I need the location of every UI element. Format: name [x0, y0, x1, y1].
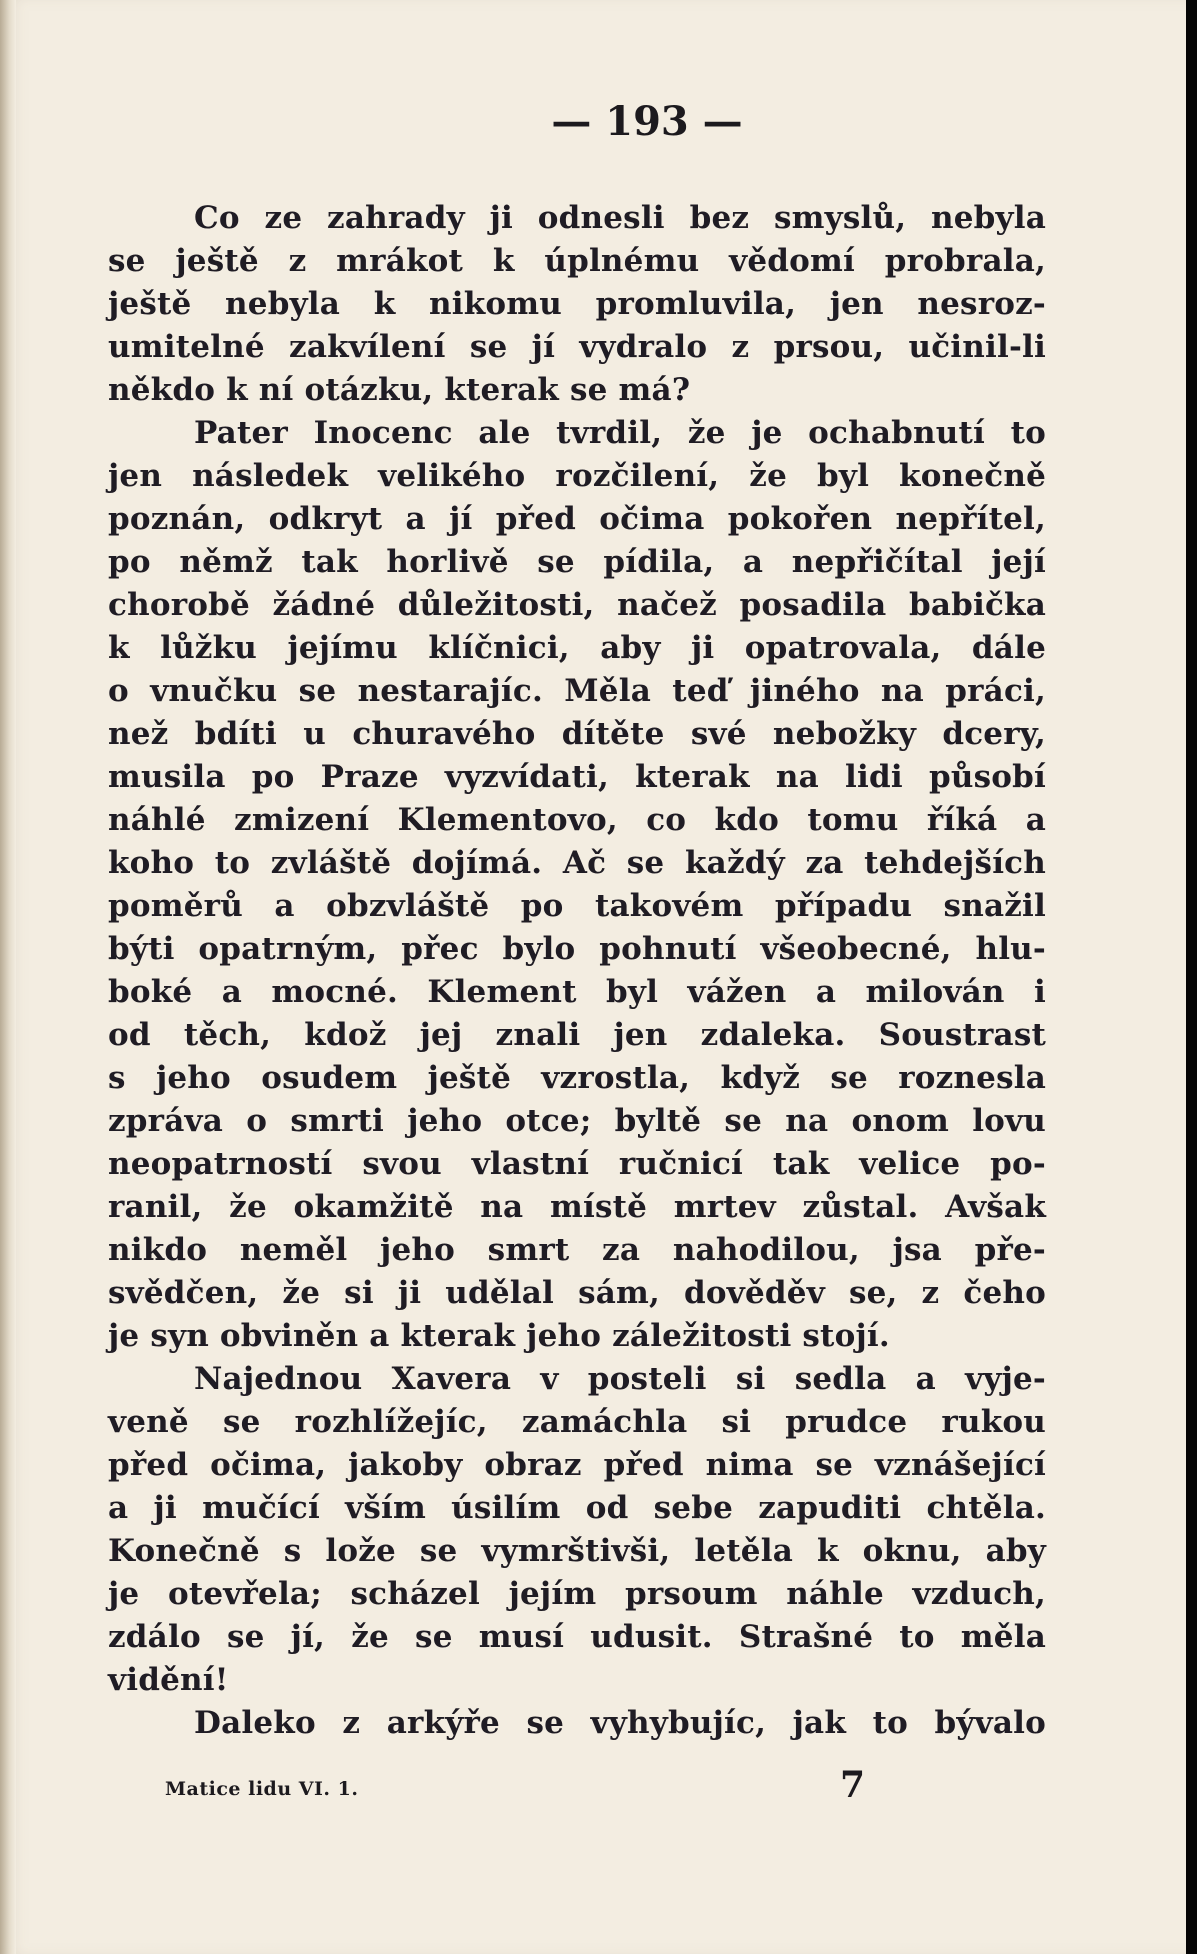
text-line: musila po Praze vyzvídati, kterak na lidi působí	[108, 759, 1046, 795]
text-line: koho to zvláště dojímá. Ač se každý za tehdejších	[108, 845, 1046, 881]
text-line: o vnučku se nestarajíc. Měla teď jiného na práci,	[108, 673, 1046, 709]
sheet-number: 7	[840, 1764, 866, 1806]
text-line: ranil, že okamžitě na místě mrtev zůstal. Avšak	[108, 1189, 1046, 1225]
text-line: k lůžku jejímu klíčnici, aby ji opatrovala, dále	[108, 630, 1046, 666]
text-line: veně se rozhlížejíc, zamáchla si prudce rukou	[108, 1404, 1046, 1440]
text-line: a ji mučící vším úsilím od sebe zapuditi chtěla.	[108, 1490, 1046, 1526]
text-line: Najednou Xavera v posteli si sedla a vyje-	[194, 1361, 1046, 1397]
text-line: nikdo neměl jeho smrt za nahodilou, jsa pře-	[108, 1232, 1046, 1268]
text-line: od těch, kdož jej znali jen zdaleka. Soustrast	[108, 1017, 1046, 1053]
text-line: vidění!	[108, 1662, 229, 1698]
text-line: umitelné zakvílení se jí vydralo z prsou, učinil-li	[108, 329, 1046, 365]
text-line: je syn obviněn a kterak jeho záležitosti stojí.	[108, 1318, 890, 1354]
printer-signature: Matice lidu VI. 1.	[165, 1778, 359, 1800]
page-number: — 193 —	[551, 98, 743, 145]
text-line: jen následek velikého rozčilení, že byl konečně	[108, 458, 1046, 494]
text-line: chorobě žádné důležitosti, načež posadila babička	[108, 587, 1046, 623]
page-footer	[165, 1764, 865, 1814]
text-line: se ještě z mrákot k úplnému vědomí probrala,	[108, 243, 1046, 279]
body-text	[108, 197, 1046, 1745]
text-line: s jeho osudem ještě vzrostla, když se roznesla	[108, 1060, 1046, 1096]
text-line: zdálo se jí, že se musí udusit. Strašné to měla	[108, 1619, 1046, 1655]
text-line: Pater Inocenc ale tvrdil, že je ochabnutí to	[194, 415, 1046, 451]
text-line: poznán, odkryt a jí před očima pokořen nepřítel,	[108, 501, 1046, 537]
text-line: je otevřela; scházel jejím prsoum náhle vzduch,	[108, 1576, 1046, 1612]
text-line: po němž tak horlivě se pídila, a nepřičítal její	[108, 544, 1046, 580]
scan-border	[1186, 0, 1197, 1954]
text-line: svědčen, že si ji udělal sám, dověděv se, z čeho	[108, 1275, 1046, 1311]
book-gutter	[0, 0, 16, 1954]
text-line: Konečně s lože se vymrštivši, letěla k oknu, aby	[108, 1533, 1046, 1569]
text-line: někdo k ní otázku, kterak se má?	[108, 372, 691, 408]
text-line: Daleko z arkýře se vyhybujíc, jak to bývalo	[194, 1705, 1046, 1741]
text-line: ještě nebyla k nikomu promluvila, jen nesroz-	[108, 286, 1046, 322]
text-line: boké a mocné. Klement byl vážen a milován i	[108, 974, 1046, 1010]
text-line: Co ze zahrady ji odnesli bez smyslů, nebyla	[194, 200, 1046, 236]
text-line: neopatrností svou vlastní ručnicí tak velice po-	[108, 1146, 1046, 1182]
text-line: poměrů a obzvláště po takovém případu snažil	[108, 888, 1046, 924]
text-line: zpráva o smrti jeho otce; byltě se na onom lovu	[108, 1103, 1046, 1139]
text-line: býti opatrným, přec bylo pohnutí všeobecné, hlu-	[108, 931, 1046, 967]
text-line: náhlé zmizení Klementovo, co kdo tomu říká a	[108, 802, 1046, 838]
text-line: před očima, jakoby obraz před nima se vznášející	[108, 1447, 1046, 1483]
text-line: než bdíti u churavého dítěte své nebožky dcery,	[108, 716, 1046, 752]
